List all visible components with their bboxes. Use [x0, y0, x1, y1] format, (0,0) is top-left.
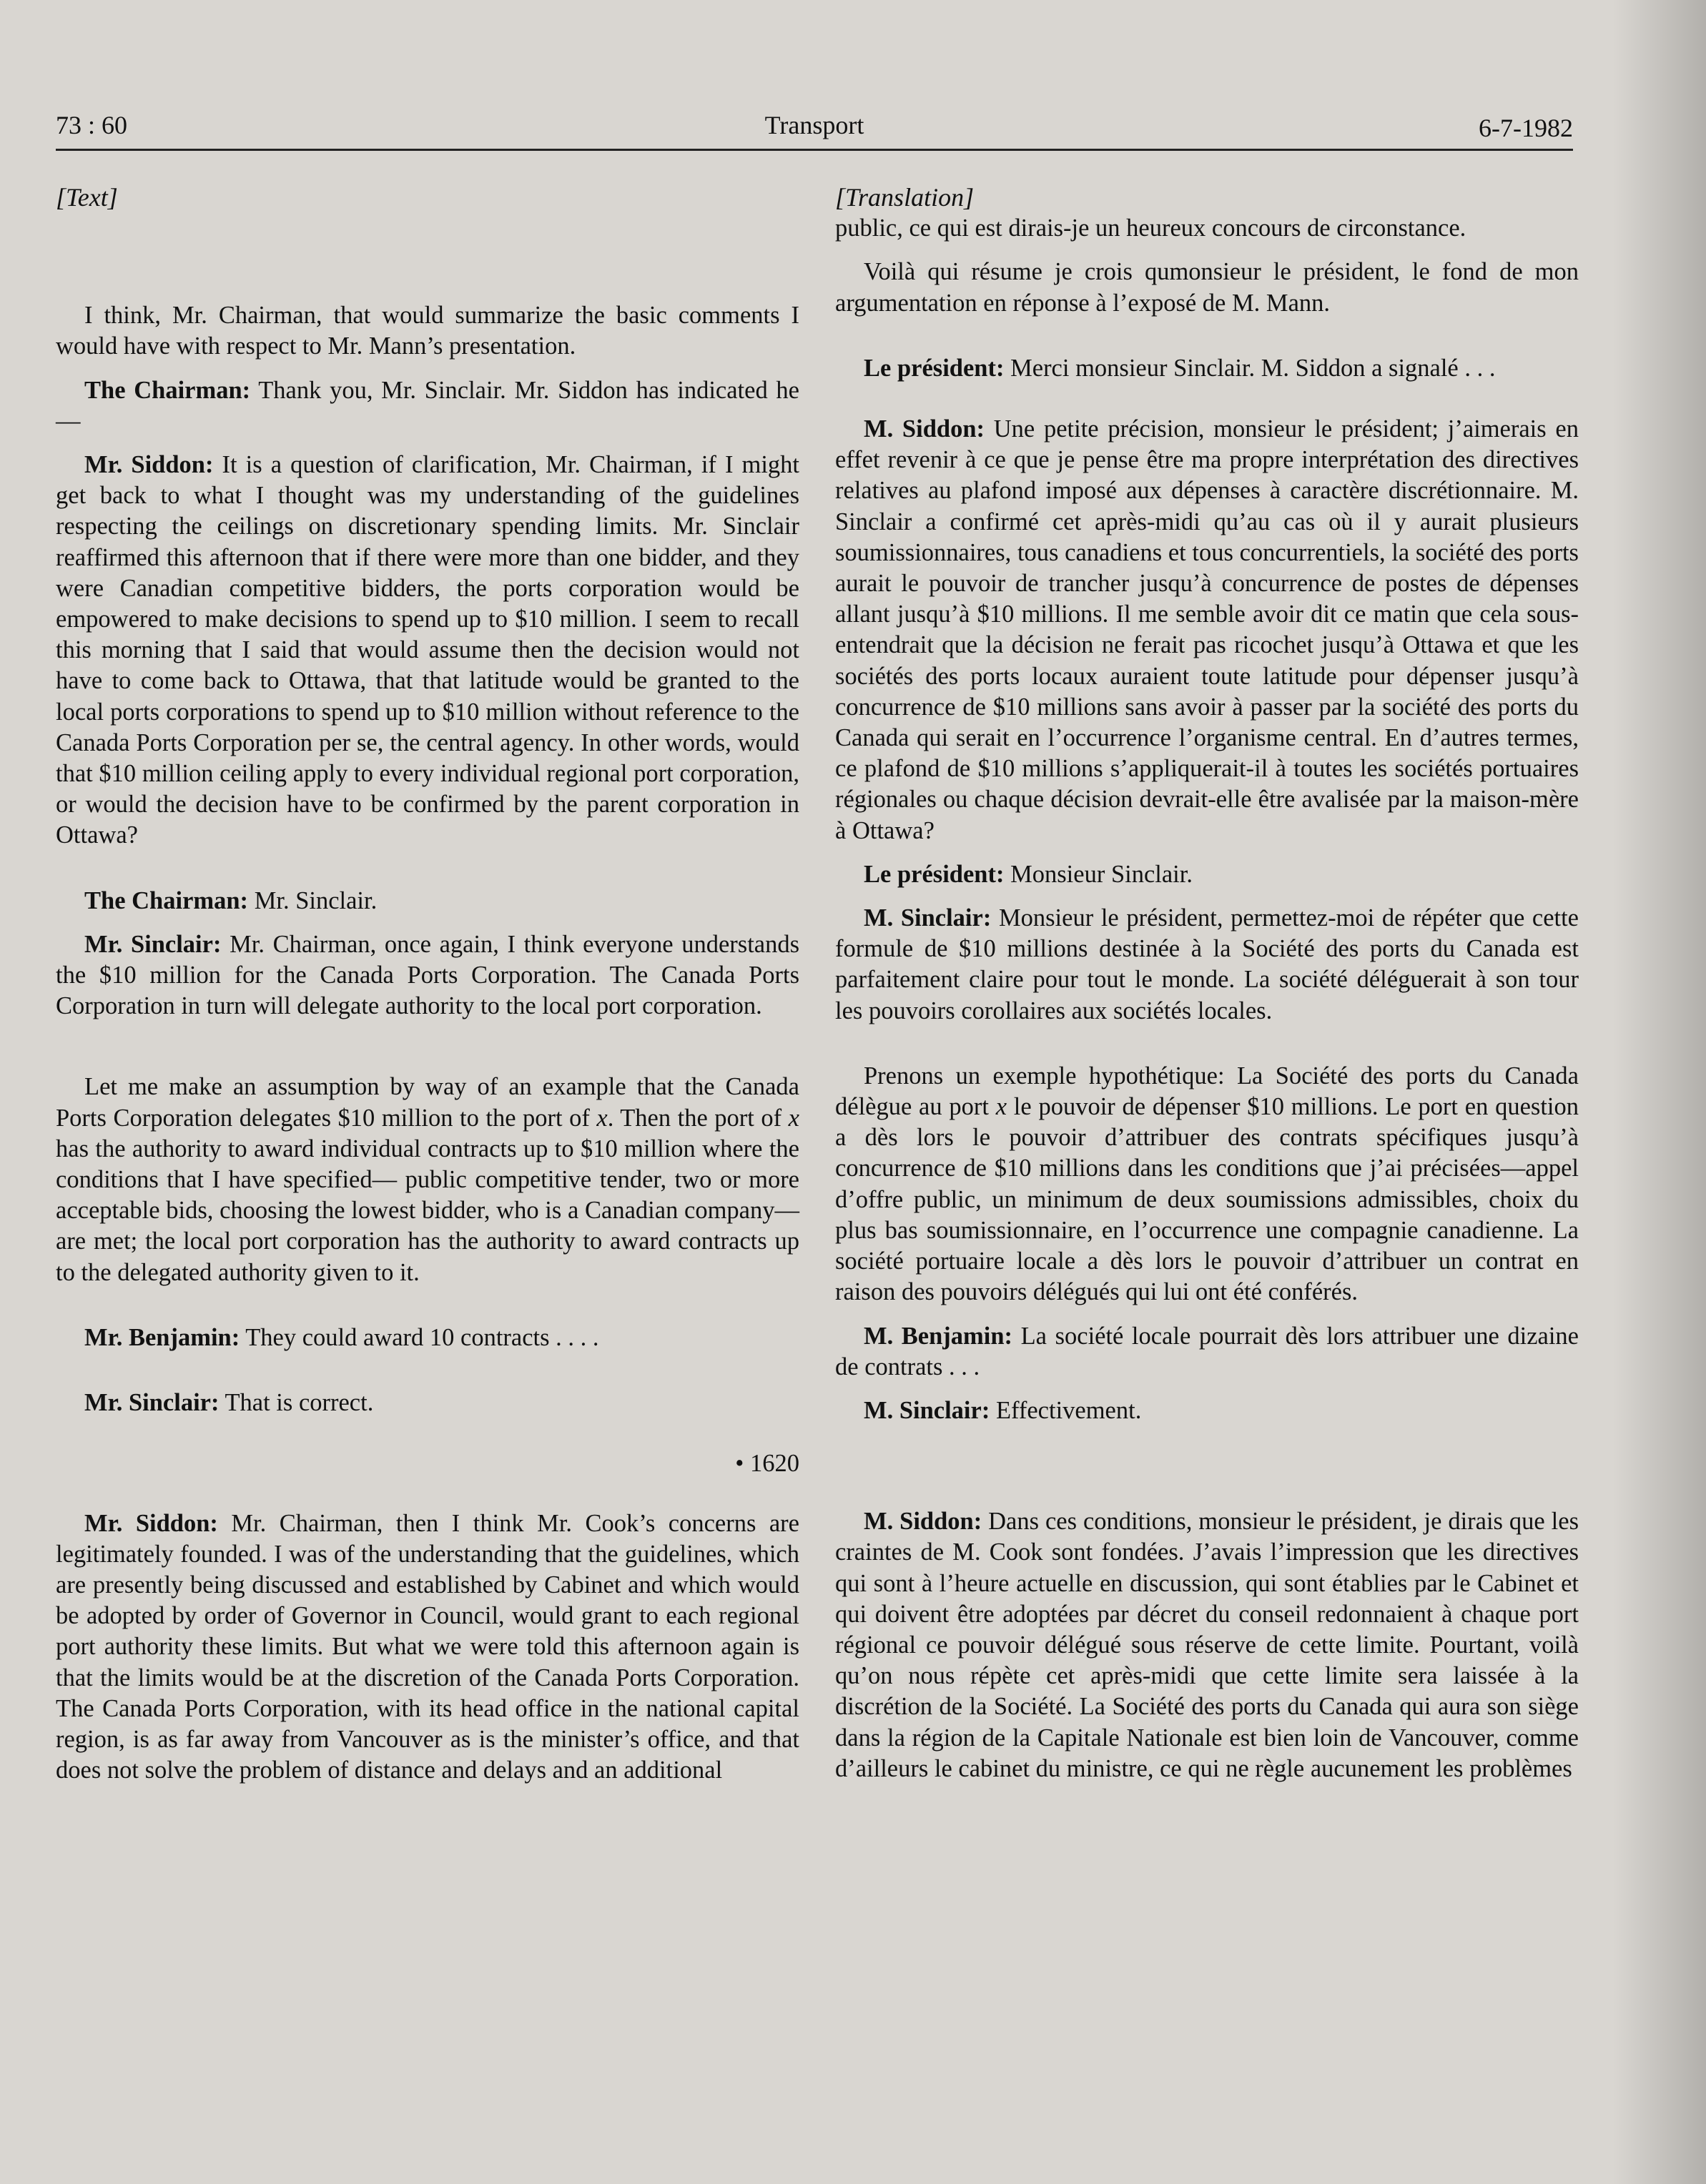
translation-label: [Translation] [835, 183, 975, 212]
speaker-name: Mr. Siddon: [84, 451, 214, 479]
paragraph: The Chairman: Thank you, Mr. Sinclair. Mr. Siddon has indicated he— [56, 376, 799, 435]
header-date: 6-7-1982 [1479, 114, 1573, 142]
paragraph: Mr. Benjamin: They could award 10 contracts . . . . [84, 1323, 599, 1351]
paragraph: Voilà qui résume je crois qumonsieur le président, le fond de mon argumentation en réponse à l’exposé de M. Mann. [835, 258, 1579, 317]
paragraph: Let me make an assumption by way of an example that the Canada Ports Corporation delegates $10 million to the port of x. Then the port of x has the authority to award individual contracts up to $10 million where the conditions that I have specified— public competitive tender, two or more acceptable bids, choosing the lowest bidder, who is a Canadian company— are met; the local port corporation has the authority to award contracts up to the delegated authority given to it. [56, 1073, 799, 1286]
speaker-name: Le président: [864, 860, 1005, 888]
paragraph: Mr. Siddon: It is a question of clarification, Mr. Chairman, if I might get back to what I thought was my understanding of the guidelines respecting the ceilings on discretionary spending limits. Mr. Sinclair reaffirmed this afternoon that if there were more than one bidder, and they were Canadian competitive bidders, the ports corporation would be empowered to make decisions to spend up to $10 million. I seem to recall this morning that I said that would assume then the decision would not have to come back to Ottawa, that that latitude would be granted to the local ports corporations to spend up to $10 million without reference to the Canada Ports Corporation per se, the central agency. In other words, would that $10 million ceiling apply to every individual regional port corporation, or would the decision have to be confirmed by the parent corporation in Ottawa? [56, 451, 799, 849]
text-label: [Text] [56, 183, 118, 212]
speaker-name: The Chairman: [84, 376, 251, 404]
speaker-name: M. Sinclair: [864, 904, 992, 932]
paragraph: Mr. Siddon: Mr. Chairman, then I think Mr. Cook’s concerns are legitimately founded. I was of the understanding that the guidelines, which are presently being discussed and established by Cabinet and which would be adopted by order of Governor in Council, would grant to each regional port authority these limits. But what we were told this afternoon again is that the limits would be at the discretion of the Canada Ports Corporation. The Canada Ports Corporation, with its head office in the national capital region, is as far away from Vancouver as is the minister’s office, and that does not solve the problem of distance and delays and an additional [56, 1509, 799, 1784]
paragraph: Le président: Merci monsieur Sinclair. M. Siddon a signalé . . . [864, 354, 1496, 382]
speaker-name: The Chairman: [84, 886, 249, 914]
paragraph: public, ce qui est dirais-je un heureux concours de circonstance. [835, 214, 1466, 242]
paragraph: M. Siddon: Dans ces conditions, monsieur le président, je dirais que les craintes de M. Cook sont fondées. J’avais l’impression que les directives qui sont à l’heure actuelle en discussion, qui sont établies par le Cabinet et qui doivent être adoptées par décret du conseil redonnaient à chaque port régional ce pouvoir délégué sous réserve de cette limite. Pourtant, voilà qu’on nous répète cet après-midi que cette limite sera laissée à la discrétion de la Société. La Société des ports du Canada qui aura son siège dans la région de la Capitale Nationale est bien loin de Vancouver, comme d’ailleurs le cabinet du ministre, ce qui ne règle aucunement les problèmes [835, 1508, 1579, 1782]
speaker-name: Le président: [864, 354, 1005, 382]
paragraph: Mr. Sinclair: That is correct. [84, 1389, 374, 1417]
paragraph: I think, Mr. Chairman, that would summarize the basic comments I would have with respect to Mr. Mann’s presentation. [56, 302, 799, 360]
page-number: 73 : 60 [56, 111, 128, 139]
speaker-name: Mr. Sinclair: [84, 1389, 220, 1417]
speaker-name: M. Siddon: [864, 1508, 982, 1536]
paragraph: M. Sinclair: Monsieur le président, permettez-moi de répéter que cette formule de $10 millions destinée à la Société des ports du Canada est parfaitement claire pour tout le monde. La société déléguerait à son tour les pouvoirs corollaires aux sociétés locales. [835, 904, 1579, 1024]
speaker-name: Mr. Siddon: [84, 1509, 218, 1537]
speaker-name: M. Siddon: [864, 415, 985, 443]
paragraph: Prenons un exemple hypothétique: La Société des ports du Canada délègue au port x le pouvoir de dépenser $10 millions. Le port en question a dès lors le pouvoir d’attribuer des contrats spécifiques jusqu’à concurrence de $10 millions dans les conditions que j’ai précisées—appel d’offre public, un minimum de deux soumissions admissibles, choix du plus bas soumissionnaire, en l’occurrence une compagnie canadienne. La société portuaire locale a dès lors le pouvoir d’attribuer un contrat en raison des pouvoirs délégués qui lui ont été conférés. [835, 1062, 1579, 1306]
paragraph: M. Sinclair: Effectivement. [864, 1396, 1142, 1424]
english-column [56, 182, 799, 1786]
running-header [56, 109, 1573, 151]
page-shadow [1612, 0, 1706, 2184]
speaker-name: M. Benjamin: [864, 1322, 1013, 1350]
time-marker: • 1620 [735, 1450, 799, 1478]
speaker-name: Mr. Sinclair: [84, 930, 222, 958]
speaker-name: Mr. Benjamin: [84, 1323, 240, 1351]
header-title: Transport [764, 111, 864, 139]
paragraph: The Chairman: Mr. Sinclair. [84, 886, 378, 914]
paragraph: M. Siddon: Une petite précision, monsieur le président; j’aimerais en effet revenir à ce que je pense être ma propre interprétation des directives relatives au plafond imposé aux dépenses à caractère discrétionnaire. M. Sinclair a confirmé cet après-midi qu’au cas où il y aurait plusieurs soumissionnaires, tous canadiens et tous concurrentiels, la société des ports aurait le pouvoir de trancher jusqu’à concurrence de postes de dépenses allant jusqu’à $10 millions. Il me semble avoir dit ce matin que cela sous-entendrait que la décision ne ferait pas ricochet jusqu’à Ottawa et que les sociétés des ports locaux auraient toute latitude pour dépenser jusqu’à concurrence de $10 millions sans avoir à passer par la société des ports du Canada qui serait en l’occurrence l’organisme central. En d’autres termes, ce plafond de $10 millions s’appliquerait-il à toutes les sociétés portuaires régionales ou chaque décision devrait-elle être avalisée par la maison-mère à Ottawa? [835, 415, 1579, 844]
paragraph: M. Benjamin: La société locale pourrait dès lors attribuer une dizaine de contrats . . . [835, 1322, 1579, 1380]
paragraph: Le président: Monsieur Sinclair. [864, 860, 1193, 888]
paragraph: Mr. Sinclair: Mr. Chairman, once again, I think everyone understands the $10 million for the Canada Ports Corporation. The Canada Ports Corporation in turn will delegate authority to the local port corporation. [56, 930, 800, 1020]
french-column [835, 182, 1579, 1784]
speaker-name: M. Sinclair: [864, 1396, 990, 1424]
